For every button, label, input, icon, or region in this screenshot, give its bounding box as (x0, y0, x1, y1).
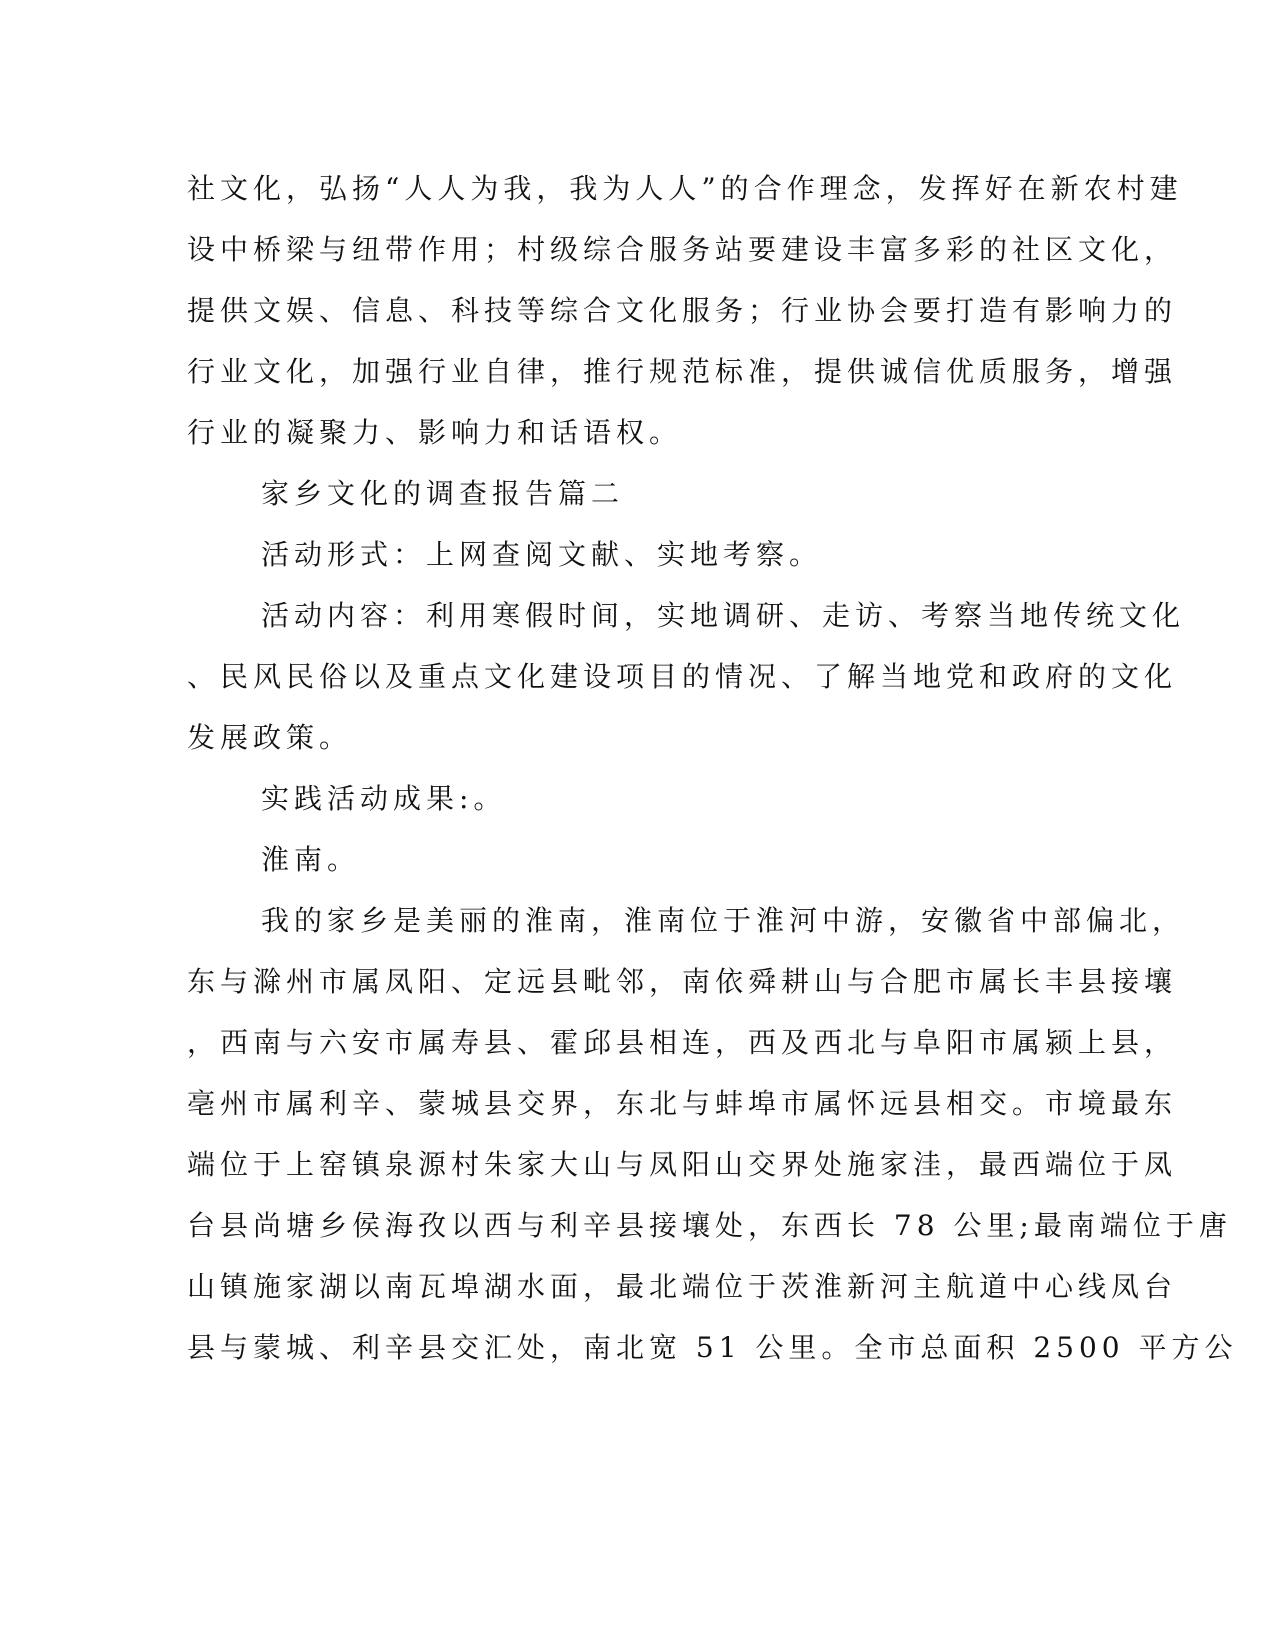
text-line: 社文化，弘扬“人人为我，我为人人”的合作理念，发挥好在新农村建 (187, 172, 1183, 205)
paragraph-huainan (187, 890, 1238, 1378)
text-line: 发展政策。 (187, 721, 353, 754)
document-body (187, 158, 1238, 1378)
text-line: 、民风民俗以及重点文化建设项目的情况、了解当地党和政府的文化 (187, 660, 1178, 693)
text-line: 县与蒙城、利辛县交汇处，南北宽 51 公里。全市总面积 2500 平方公 (187, 1331, 1238, 1364)
text-line: 端位于上窑镇泉源村朱家大山与凤阳山交界处施家洼，最西端位于凤 (187, 1148, 1178, 1181)
text-line: 行业文化，加强行业自律，推行规范标准，提供诚信优质服务，增强 (187, 355, 1178, 388)
activity-form: 活动形式：上网查阅文献、实地考察。 (261, 538, 823, 571)
text-line: 东与滁州市属凤阳、定远县毗邻，南依舜耕山与合肥市属长丰县接壤 (187, 965, 1178, 998)
paragraph-cooperative-culture (187, 158, 1183, 463)
practice-results: 实践活动成果:。 (261, 782, 507, 815)
place-name: 淮南。 (261, 843, 361, 876)
section-title: 家乡文化的调查报告篇二 (261, 477, 625, 510)
paragraph-activity-content (187, 585, 1186, 768)
text-line: 设中桥梁与纽带作用；村级综合服务站要建设丰富多彩的社区文化， (187, 233, 1178, 266)
text-line: 提供文娱、信息、科技等综合文化服务；行业协会要打造有影响力的 (187, 294, 1178, 327)
text-line: 我的家乡是美丽的淮南，淮南位于淮河中游，安徽省中部偏北， (261, 904, 1186, 937)
text-line: 山镇施家湖以南瓦埠湖水面，最北端位于茨淮新河主航道中心线凤台 (187, 1270, 1178, 1303)
text-line: 亳州市属利辛、蒙城县交界，东北与蚌埠市属怀远县相交。市境最东 (187, 1087, 1178, 1120)
text-line: 台县尚塘乡侯海孜以西与利辛县接壤处，东西长 78 公里;最南端位于唐 (187, 1209, 1232, 1242)
text-line: 活动内容：利用寒假时间，实地调研、走访、考察当地传统文化 (261, 599, 1186, 632)
text-line: ，西南与六安市属寿县、霍邱县相连，西及西北与阜阳市属颍上县， (187, 1026, 1178, 1059)
text-line: 行业的凝聚力、影响力和话语权。 (187, 416, 683, 449)
